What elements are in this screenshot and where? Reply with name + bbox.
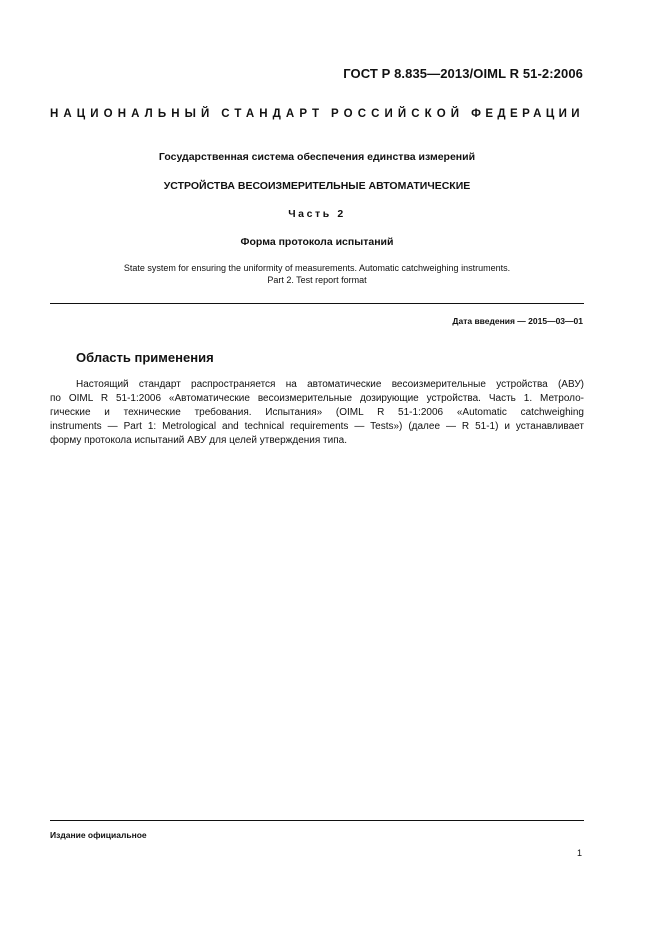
scope-heading: Область применения: [76, 350, 214, 365]
national-title-word: СТАНДАРТ: [221, 108, 325, 120]
scope-paragraph-line: Настоящий стандарт распространяется на автоматические весоизмерительные устройства (АВУ): [76, 379, 584, 390]
part-title: Форма протокола испытаний: [240, 236, 394, 248]
main-title: УСТРОЙСТВА ВЕСОИЗМЕРИТЕЛЬНЫЕ АВТОМАТИЧЕСКИЕ: [163, 180, 471, 192]
national-standard-title: [50, 108, 584, 120]
page-number: 1: [576, 848, 582, 858]
scope-paragraph-line: форму протокола испытаний АВУ для целей утверждения типа.: [50, 435, 347, 446]
footer-divider: [50, 820, 584, 821]
official-edition-label: Издание официальное: [50, 830, 147, 840]
national-title-word: РОССИЙСКОЙ: [331, 108, 465, 120]
introduction-date: Дата введения — 2015—03—01: [452, 316, 583, 326]
scope-paragraph-line: по OIML R 51-1:2006 «Автоматические весоизмерительные дозирующие устройства. Часть 1. Метроло-: [50, 393, 584, 404]
english-title-line: Part 2. Test report format: [267, 275, 367, 285]
scope-paragraph-line: гические и технические требования. Испытания» (OIML R 51-1:2006 «Automatic catchweighing: [50, 407, 584, 418]
system-title: Государственная система обеспечения единства измерений: [158, 151, 476, 163]
national-title-word: НАЦИОНАЛЬНЫЙ: [50, 108, 215, 120]
title-divider: [50, 303, 584, 304]
english-title-line: State system for ensuring the uniformity of measurements. Automatic catchweighing instruments.: [123, 263, 511, 273]
part-label: Часть 2: [288, 208, 346, 220]
document-code: ГОСТ Р 8.835—2013/OIML R 51-2:2006: [343, 66, 583, 81]
national-title-word: ФЕДЕРАЦИИ: [471, 108, 584, 120]
scope-paragraph-line: instruments — Part 1: Metrological and technical requirements — Tests») (далее — R 51-1) и устанавливает: [50, 421, 584, 432]
